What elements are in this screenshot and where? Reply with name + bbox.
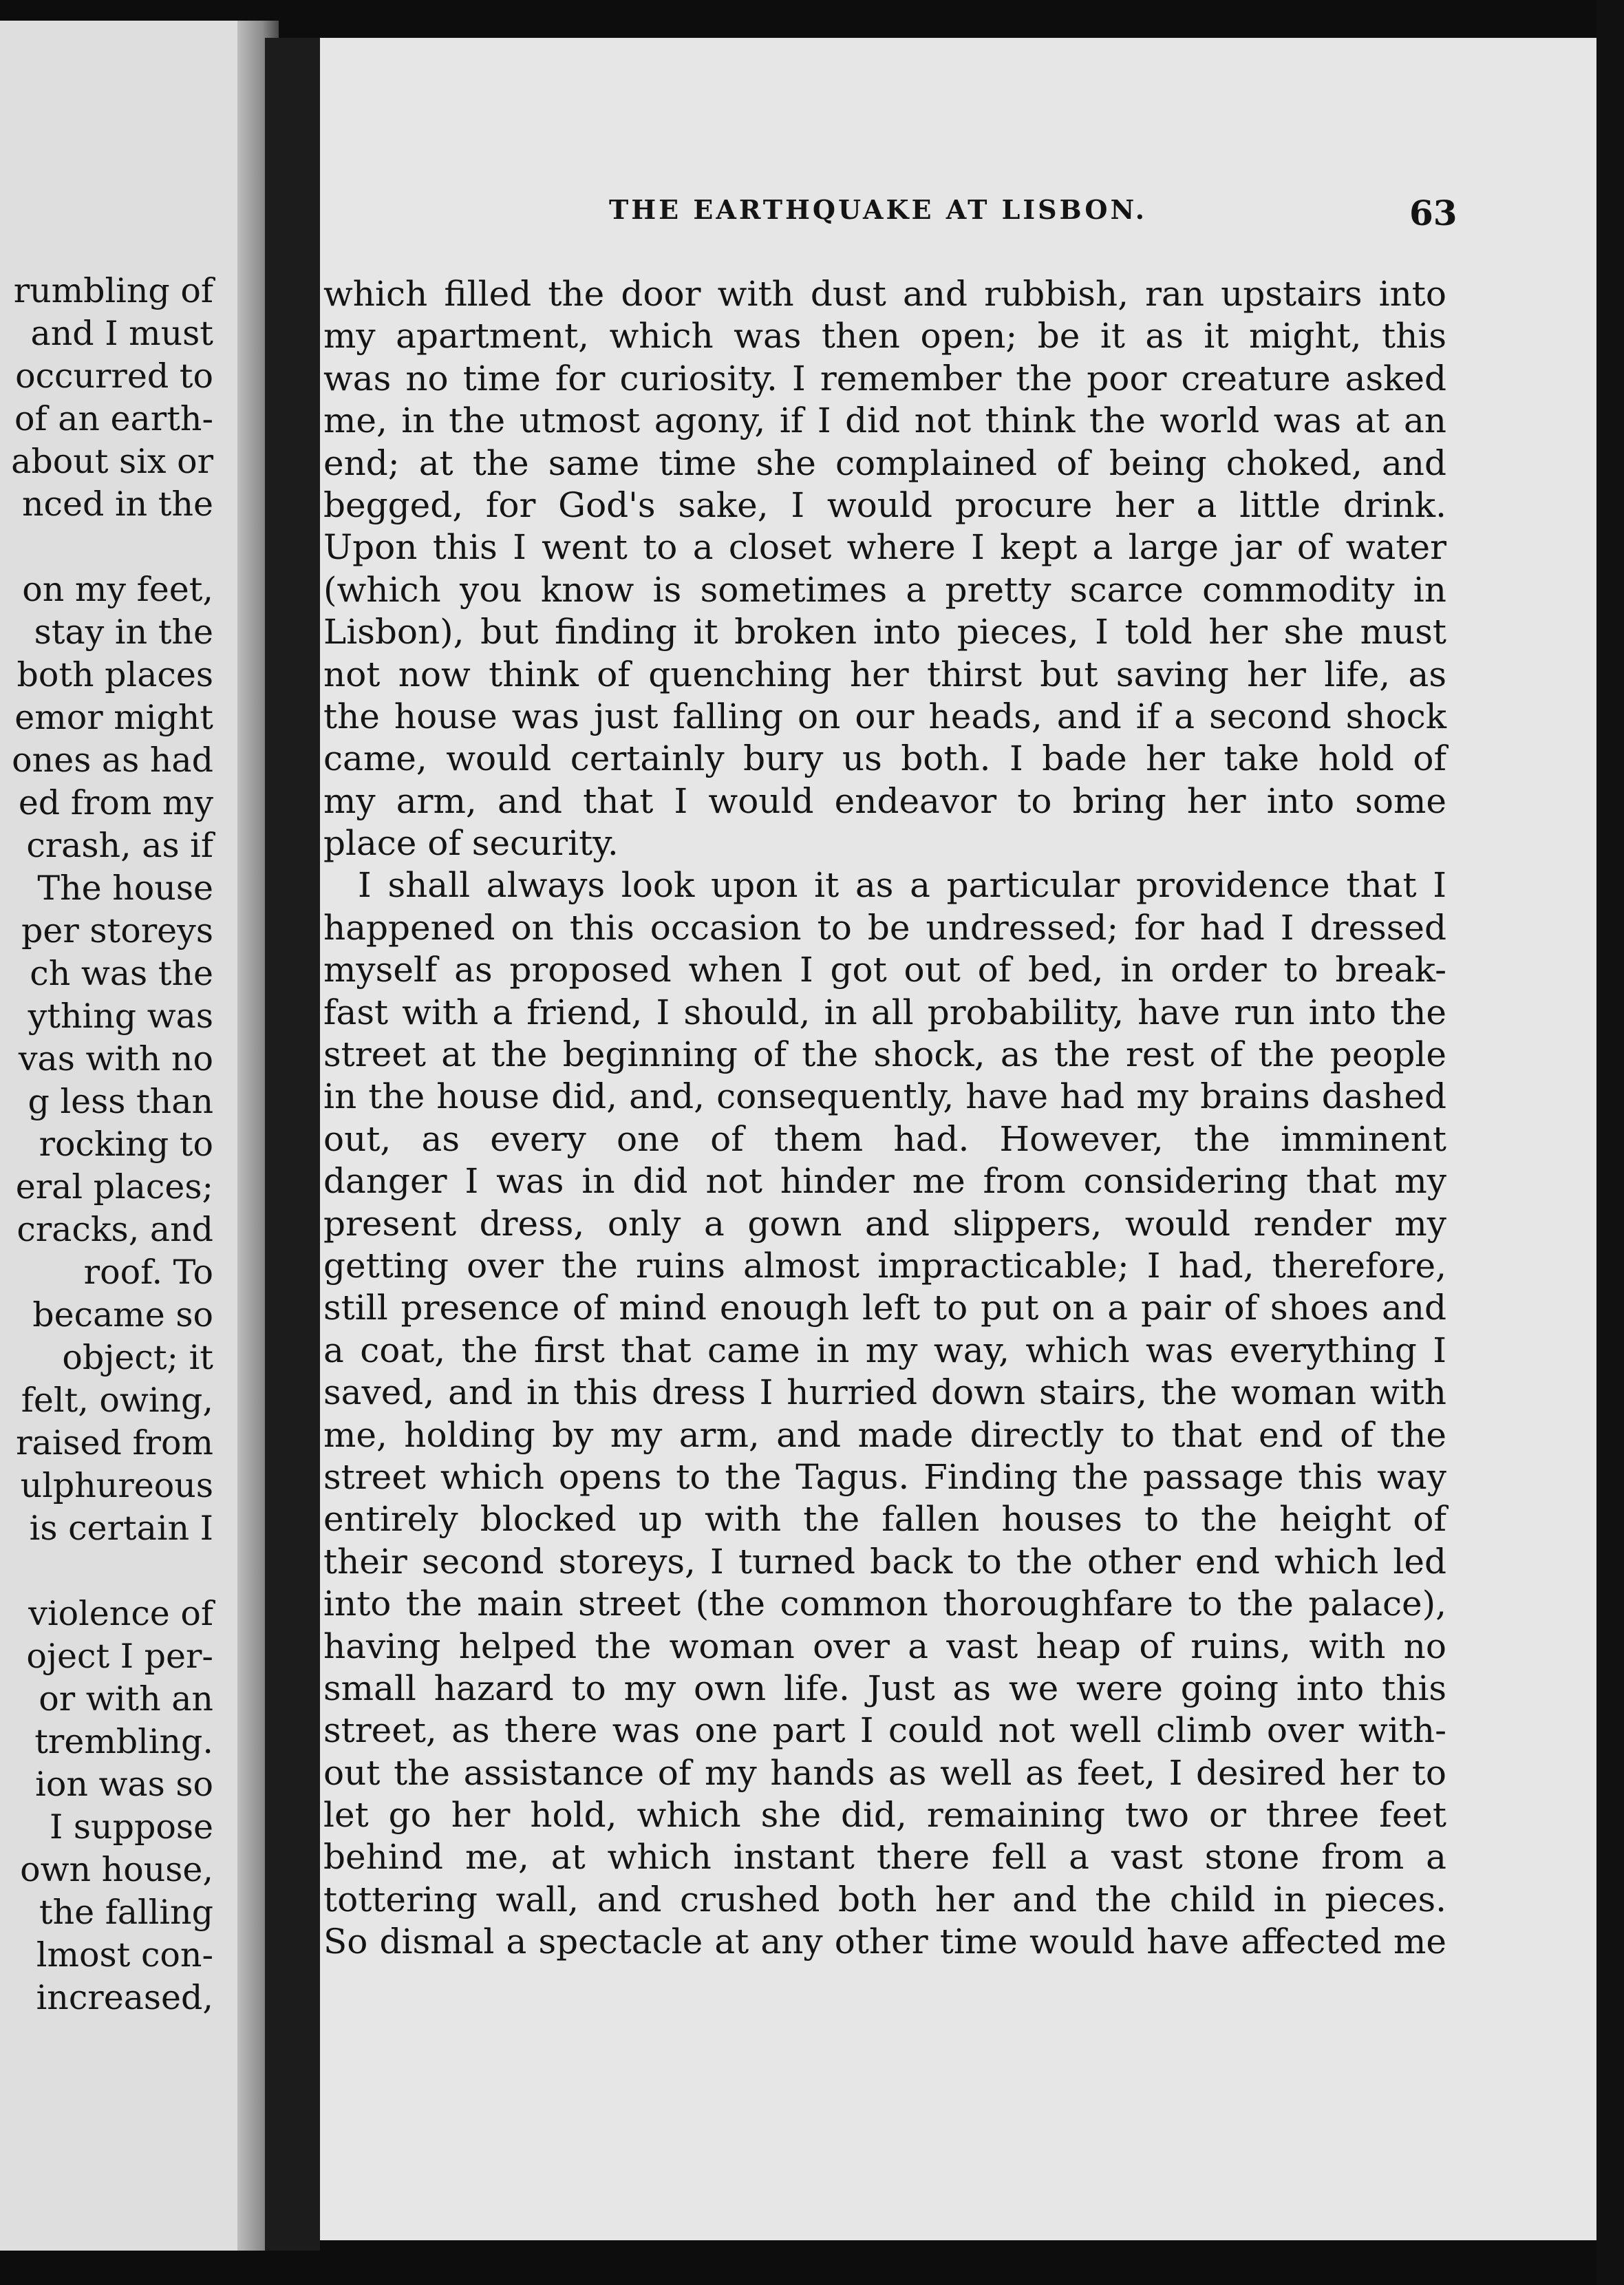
left-page-line: The house: [37, 869, 213, 908]
text-line: So dismal a spectacle at any other time would have affected me: [323, 1922, 1446, 1962]
text-line: myself as proposed when I got out of bed, in order to break-: [323, 950, 1446, 990]
left-page-line: own house,: [20, 1850, 213, 1889]
left-page-line: about six or: [11, 442, 213, 481]
left-page-line: per storeys: [21, 911, 213, 950]
text-line: tottering wall, and crushed both her and the child in pieces.: [323, 1879, 1446, 1920]
left-page-line: rumbling of: [13, 271, 213, 310]
left-page-line: stay in the: [34, 613, 213, 652]
text-line: I shall always look upon it as a particular providence that I: [358, 865, 1446, 906]
text-line: a coat, the first that came in my way, which was everything I: [323, 1330, 1446, 1370]
left-page-line: vas with no: [18, 1039, 213, 1078]
left-page-line: or with an: [39, 1679, 213, 1719]
left-page-line: rocking to: [39, 1125, 213, 1164]
left-page-line: ed from my: [18, 783, 213, 822]
text-line: the house was just falling on our heads, and if a second shock: [323, 696, 1446, 736]
book-spine: [265, 38, 320, 2251]
left-page-line: ything was: [28, 997, 213, 1036]
left-page-line: of an earth-: [14, 399, 213, 438]
left-page-line: occurred to: [15, 357, 213, 396]
left-page-line: eral places;: [15, 1167, 213, 1207]
text-line: street, as there was one part I could not well climb over with-: [323, 1710, 1446, 1751]
page-number: 63: [1409, 193, 1457, 233]
left-page-line: and I must: [30, 314, 213, 353]
text-line: my arm, and that I would endeavor to bring her into some: [323, 780, 1446, 821]
left-page-line: emor might: [14, 698, 213, 737]
text-line: behind me, at which instant there fell a vast stone from a: [323, 1837, 1446, 1878]
text-line: having helped the woman over a vast heap of ruins, with no: [323, 1626, 1446, 1666]
text-line: Lisbon), but finding it broken into pieces, I told her she must: [323, 612, 1446, 652]
text-line: street at the beginning of the shock, as the rest of the people: [323, 1034, 1446, 1075]
text-line: getting over the ruins almost impracticable; I had, therefore,: [323, 1245, 1446, 1286]
paragraph-2: [323, 864, 1446, 1963]
left-page-line: violence of: [28, 1594, 213, 1633]
left-page-line: became so: [32, 1295, 213, 1335]
left-page-line: ulphureous: [20, 1466, 213, 1505]
left-page-line: ones as had: [12, 741, 213, 780]
left-page-line: cracks, and: [17, 1210, 213, 1249]
text-line: Upon this I went to a closet where I kept a large jar of water: [323, 527, 1446, 568]
left-page-text: [0, 270, 219, 2019]
text-line: out, as every one of them had. However, the imminent: [323, 1118, 1446, 1159]
left-page-line: [0, 526, 219, 568]
left-page-line: is certain I: [29, 1509, 213, 1548]
left-page-line: both places: [17, 655, 213, 694]
left-page-line: ion was so: [35, 1765, 213, 1804]
body-text: [323, 273, 1446, 1964]
text-line: end; at the same time she complained of being choked, and: [323, 443, 1446, 483]
left-page-line: g less than: [28, 1082, 213, 1121]
text-line: let go her hold, which she did, remaining two or three feet: [323, 1795, 1446, 1836]
left-page-line: oject I per-: [26, 1637, 213, 1676]
text-line: was no time for curiosity. I remember the poor creature asked: [323, 358, 1446, 398]
text-line: danger I was in did not hinder me from considering that my: [323, 1161, 1446, 1202]
paragraph-1: [323, 273, 1446, 864]
text-line: me, holding by my arm, and made directly to that end of the: [323, 1414, 1446, 1455]
text-line: still presence of mind enough left to put on a pair of shoes and: [323, 1288, 1446, 1328]
text-line: place of security.: [323, 823, 619, 864]
text-line: street which opens to the Tagus. Finding the passage this way: [323, 1456, 1446, 1497]
text-line: not now think of quenching her thirst but saving her life, as: [323, 654, 1446, 694]
text-line: my apartment, which was then open; be it as it might, this: [323, 316, 1446, 357]
text-line: fast with a friend, I should, in all probability, have run into the: [323, 992, 1446, 1032]
text-line: out the assistance of my hands as well as feet, I desired her to: [323, 1752, 1446, 1793]
text-line: begged, for God's sake, I would procure her a little drink.: [323, 485, 1446, 525]
text-line: happened on this occasion to be undressed; for had I dressed: [323, 907, 1446, 948]
text-line: their second storeys, I turned back to the other end which led: [323, 1541, 1446, 1582]
left-page-line: felt, owing,: [21, 1381, 213, 1420]
left-page-line: raised from: [16, 1423, 213, 1463]
text-line: entirely blocked up with the fallen houses to the height of: [323, 1499, 1446, 1540]
text-line: me, in the utmost agony, if I did not think the world was at an: [323, 401, 1446, 441]
left-page-line: trembling.: [34, 1722, 213, 1761]
text-line: into the main street (the common thoroughfare to the palace),: [323, 1584, 1446, 1624]
left-page-line: I suppose: [49, 1807, 213, 1847]
text-line: in the house did, and, consequently, have had my brains dashed: [323, 1076, 1446, 1117]
left-page-line: ch was the: [30, 954, 213, 993]
text-line: came, would certainly bury us both. I bade her take hold of: [323, 738, 1446, 779]
left-page: [0, 21, 237, 2251]
running-head: THE EARTHQUAKE AT LISBON.: [609, 194, 1147, 225]
text-line: small hazard to my own life. Just as we were going into this: [323, 1668, 1446, 1708]
left-page-line: lmost con-: [36, 1935, 213, 1975]
left-page-line: increased,: [36, 1978, 213, 2017]
text-line: which filled the door with dust and rubbish, ran upstairs into: [323, 274, 1446, 314]
left-page-line: nced in the: [22, 485, 213, 524]
left-page-line: the falling: [39, 1893, 213, 1932]
page-edge: [1596, 0, 1624, 2285]
left-page-line: crash, as if: [26, 826, 213, 865]
text-line: present dress, only a gown and slippers, would render my: [323, 1203, 1446, 1244]
left-page-line: [0, 1550, 219, 1593]
left-page-line: on my feet,: [22, 570, 213, 609]
text-line: saved, and in this dress I hurried down stairs, the woman with: [323, 1372, 1446, 1413]
left-page-line: object; it: [62, 1338, 213, 1377]
left-page-line: roof. To: [83, 1253, 213, 1292]
text-line: (which you know is sometimes a pretty scarce commodity in: [323, 569, 1446, 610]
